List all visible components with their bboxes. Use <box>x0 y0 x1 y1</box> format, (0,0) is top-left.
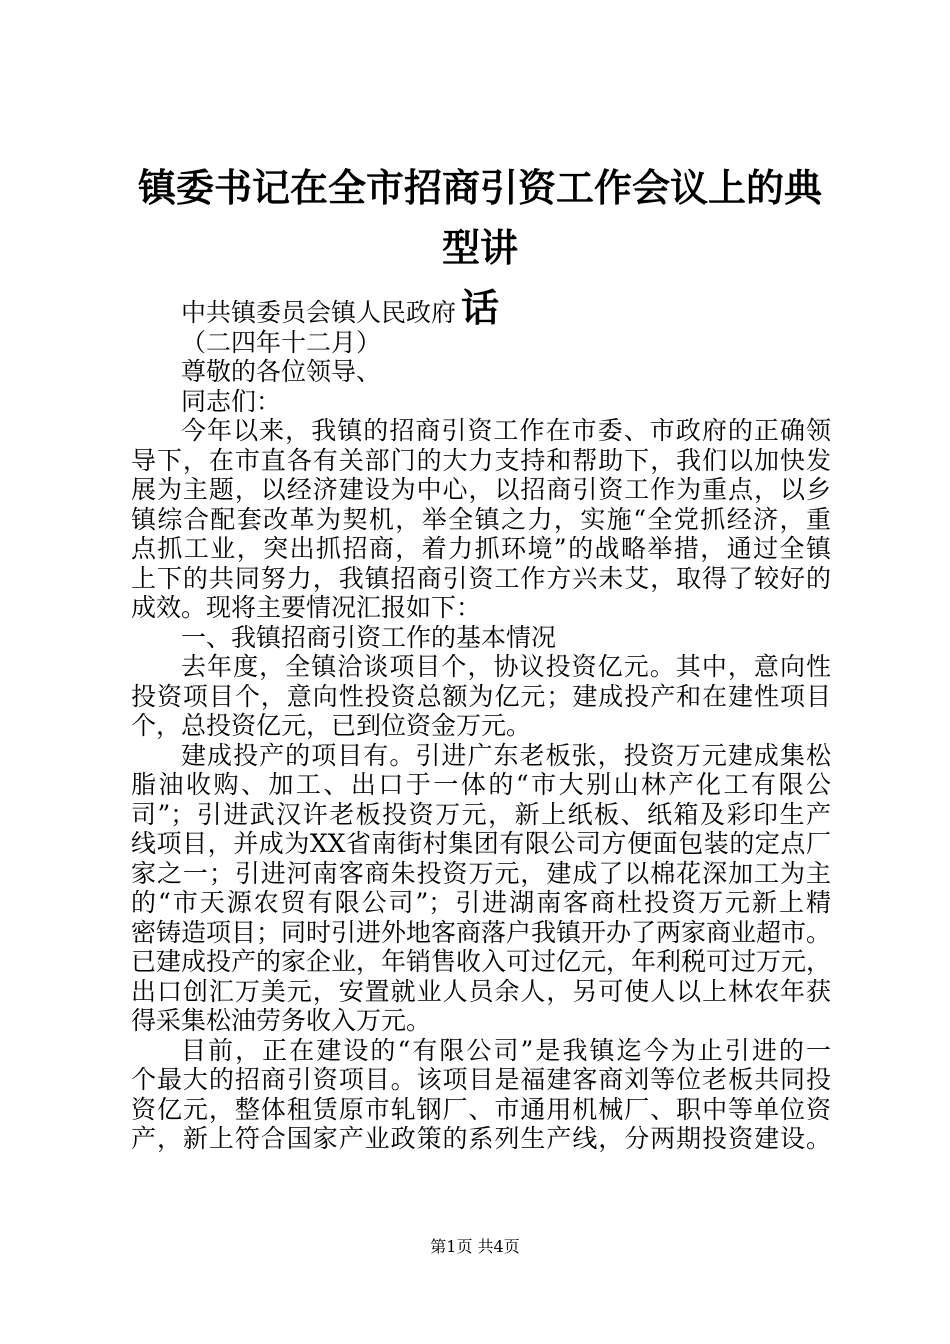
body-line: 的“市天源农贸有限公司”；引进湖南客商杜投资万元新上精 <box>131 888 831 917</box>
title-line-1: 镇委书记在全市招商引资工作会议上的典型讲 <box>137 166 822 270</box>
body-line: 已建成投产的家企业，年销售收入可过亿元，年利税可过万元， <box>131 947 832 976</box>
body-line: 展为主题，以经济建设为中心，以招商引资工作为重点，以乡 <box>131 475 831 504</box>
body-line: 资亿元，整体租赁原市轧钢厂、市通用机械厂、职中等单位资 <box>131 1094 831 1124</box>
body-line: 目前，正在建设的“有限公司”是我镇迄今为止引进的一 <box>181 1035 831 1065</box>
body-line: 成效。现将主要情况汇报如下： <box>131 593 482 622</box>
body-line: 建成投产的项目有。引进广东老板张，投资万元建成集松 <box>181 740 831 770</box>
body-line: 点抓工业，突出抓招商，着力抓环境”的战略举措，通过全镇 <box>131 534 831 563</box>
body-line: 个最大的招商引资项目。该项目是福建客商刘等位老板共同投 <box>131 1065 831 1094</box>
body-line: 密铸造项目；同时引进外地客商落户我镇开办了两家商业超市。 <box>131 917 832 947</box>
body-line: 家之一；引进河南客商朱投资万元，建成了以棉花深加工为主 <box>131 858 831 888</box>
body-line: 上下的共同努力，我镇招商引资工作方兴未艾，取得了较好的 <box>131 563 831 593</box>
body-line: 同志们： <box>181 386 282 416</box>
body-line: 出口创汇万美元，安置就业人员余人，另可使人以上林农年获 <box>131 976 831 1006</box>
body-line: 一、我镇招商引资工作的基本情况 <box>181 622 557 652</box>
body-line: 产，新上符合国家产业政策的系列生产线，分两期投资建设。 <box>131 1124 831 1153</box>
body-line: 尊敬的各位领导、 <box>181 357 382 386</box>
body-line: 导下，在市直各有关部门的大力支持和帮助下，我们以加快发 <box>131 445 831 475</box>
page-footer <box>0 1236 950 1258</box>
body-line: 今年以来，我镇的招商引资工作在市委、市政府的正确领 <box>181 416 831 445</box>
body-line: 镇综合配套改革为契机，举全镇之力，实施“全党抓经济，重 <box>131 504 831 534</box>
body-line: （二四年十二月） <box>181 327 382 357</box>
body-line: 得采集松油劳务收入万元。 <box>131 1006 432 1035</box>
body-line: 线项目，并成为XX省南街村集团有限公司方便面包装的定点厂 <box>131 829 831 858</box>
body-line: 中共镇委员会镇人民政府 <box>181 298 457 327</box>
body-line: 脂油收购、加工、出口于一体的“市大别山林产化工有限公 <box>131 770 831 799</box>
title-line-2: 话 <box>460 286 499 330</box>
body-line: 去年度，全镇洽谈项目个，协议投资亿元。其中，意向性 <box>181 652 831 681</box>
body-line: 投资项目个，意向性投资总额为亿元；建成投产和在建性项目 <box>131 681 831 711</box>
body-line: 个，总投资亿元，已到位资金万元。 <box>131 711 532 740</box>
page-number: 第1页 共4页 <box>430 1237 520 1256</box>
body-line: 司”；引进武汉许老板投资万元，新上纸板、纸箱及彩印生产 <box>131 799 831 829</box>
document-body <box>131 298 831 1154</box>
